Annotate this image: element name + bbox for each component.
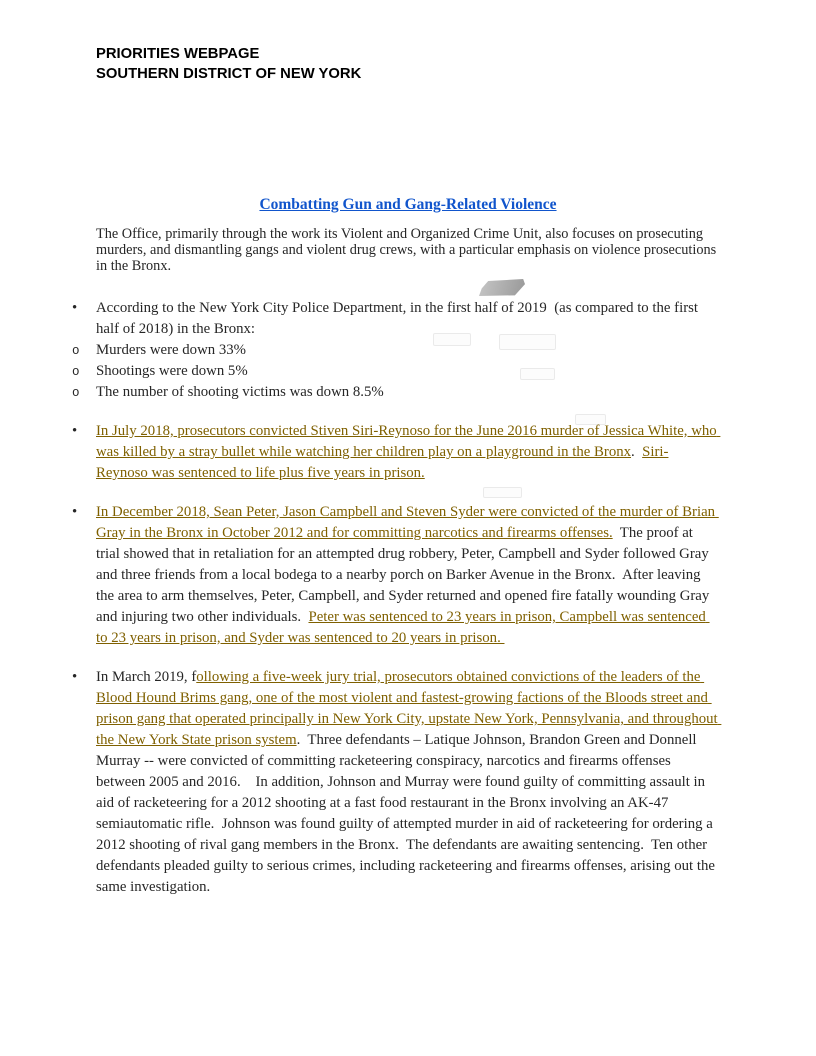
bullet-text bbox=[96, 423, 720, 481]
plain-text: In March 2019, f bbox=[96, 669, 197, 685]
document-title bbox=[96, 196, 720, 214]
bullet-text bbox=[96, 504, 719, 646]
sub-bullet-marker: o bbox=[72, 344, 80, 358]
bullet-marker: • bbox=[72, 300, 78, 316]
link-text[interactable]: Peter was sentenced to 23 years in prison, Campbell was sentenced to 23 years in prison, and Syder was sentenced to 20 years in prison. bbox=[96, 609, 710, 646]
link-text[interactable]: ollowing a five-week jury trial, prosecutors obtained convictions of the leaders of the Blood Hound Brims gang, one of the most violent and fastest-growing factions of the Bloods street and prison gang that operated principally in New York City, upstate New York, Pennsylvania, and throughout the New York State prison system bbox=[96, 669, 722, 748]
header-line-1: PRIORITIES WEBPAGE bbox=[96, 46, 260, 62]
link-text[interactable]: In December 2018, Sean Peter, Jason Campbell and Steven Syder were convicted of the murder of Brian Gray in the Bronx in October 2012 and for committing narcotics and firearms offenses. bbox=[96, 504, 719, 541]
plain-text: . Three defendants – Latique Johnson, Brandon Green and Donnell Murray -- were convicted of committing racketeering conspiracy, narcotics and firearms offenses between 2005 and 2016. In addition, Johnson and Murray were found guilty of committing assault in aid of racketeering for a 2012 shooting at a fast food restaurant in the Bronx involving an AK-47 semiautomatic rifle. Johnson was found guilty of attempted murder in aid of racketeering for ordering a 2012 shooting of rival gang members in the Bronx. The defendants are awaiting sentencing. Ten other defendants pleaded guilty to serious crimes, including racketeering and firearms offenses, arising out the same investigation. bbox=[96, 732, 719, 895]
bullet-text bbox=[96, 669, 721, 895]
sub-bullet-text bbox=[96, 342, 246, 358]
bullet-item-siri-reynoso bbox=[72, 421, 721, 484]
ghost-artifact bbox=[483, 487, 522, 498]
document-header bbox=[96, 44, 720, 84]
link-text[interactable]: Siri-Reynoso was sentenced to life plus five years in prison. bbox=[96, 444, 669, 481]
bullet-marker: • bbox=[72, 669, 78, 685]
sub-bullet-text bbox=[96, 363, 248, 379]
intro-paragraph: The Office, primarily through the work its Violent and Organized Crime Unit, also focuses on prosecuting murders, and dismantling gangs and violent drug crews, with a particular emphasis on violence prosecutions in the Bronx. bbox=[96, 226, 720, 274]
bullet-marker: • bbox=[72, 504, 78, 520]
bullet-text bbox=[96, 300, 702, 337]
link-text[interactable]: In July 2018, prosecutors convicted Stiven Siri-Reynoso for the June 2016 murder of Jessica White, who was killed by a stray bullet while watching her children play on a playground in the Bronx bbox=[96, 423, 721, 460]
sub-bullet-murders bbox=[72, 340, 720, 361]
plain-text: Murders were down 33% bbox=[96, 342, 246, 358]
header-line-2: SOUTHERN DISTRICT OF NEW YORK bbox=[96, 66, 362, 82]
title-link[interactable]: Combatting Gun and Gang-Related Violence bbox=[259, 196, 557, 213]
plain-text: The proof at trial showed that in retaliation for an attempted drug robbery, Peter, Campbell and Syder followed Gray and three friends from a local bodega to a nearby porch on Barker Avenue in the Bronx. After leaving the area to arm themselves, Peter, Campbell, and Syder returned and opened fire fatally wounding Gray and injuring two other individuals. bbox=[96, 525, 713, 625]
sub-bullet-marker: o bbox=[72, 365, 80, 379]
bullet-item-blood-hound-brims bbox=[72, 667, 722, 898]
sub-bullet-marker: o bbox=[72, 386, 80, 400]
smudge-artifact bbox=[479, 279, 525, 296]
sub-bullet-victims bbox=[72, 382, 720, 403]
plain-text: According to the New York City Police Department, in the first half of 2019 (as compared to the first half of 2018) in the Bronx: bbox=[96, 300, 702, 337]
plain-text: . bbox=[631, 444, 643, 460]
sub-bullet-text bbox=[96, 384, 384, 400]
bullet-list bbox=[72, 298, 722, 898]
sub-bullet-shootings bbox=[72, 361, 720, 382]
plain-text: The number of shooting victims was down 8.5% bbox=[96, 384, 384, 400]
plain-text: Shootings were down 5% bbox=[96, 363, 248, 379]
bullet-marker: • bbox=[72, 423, 78, 439]
bullet-item-peter-campbell-syder bbox=[72, 502, 720, 649]
bullet-item-nypd-stats bbox=[72, 298, 720, 340]
